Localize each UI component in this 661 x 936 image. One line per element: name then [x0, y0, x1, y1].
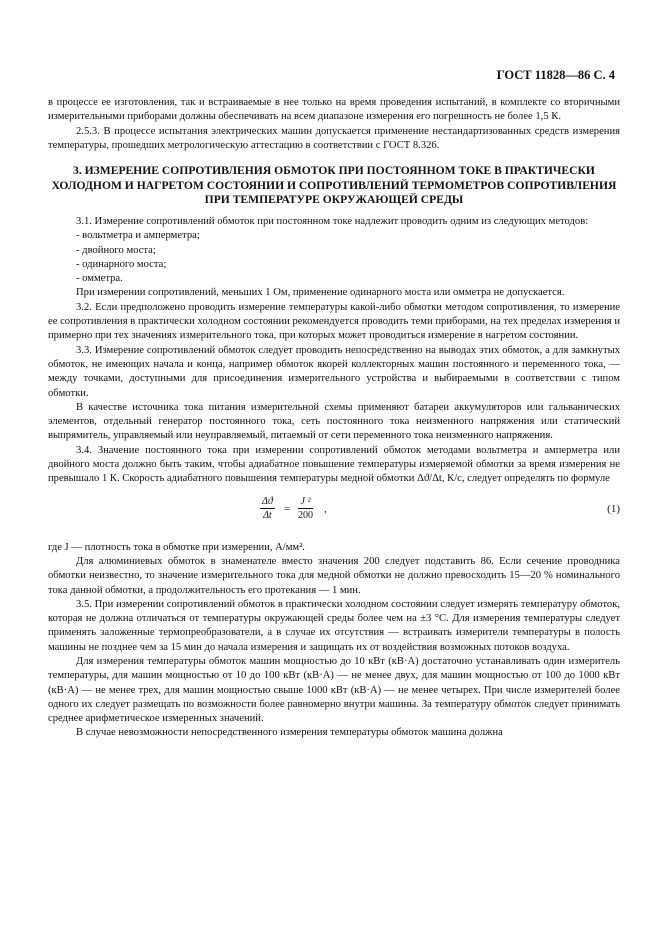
- formula-lhs-fraction: [260, 495, 275, 522]
- formula-lhs-numerator: Δϑ: [262, 495, 273, 507]
- paragraph-3-1: 3.1. Измерение сопротивлений обмоток при постоянном токе надлежит проводить одним из следующих методов:: [76, 215, 589, 227]
- paragraph-3-2: 3.2. Если предположено проводить измерение температуры какой-либо обмотки методом сопротивления, то измерение ее сопротивления в практически холодном состоянии рекомендуется проводить теми приборами, на тех пределах измерения и примерно при тех значениях измерительного тока, при которых может проводиться измерение в нагретом состоянии.: [48, 301, 620, 342]
- formula-rhs-fraction: [298, 495, 313, 522]
- paragraph-last: В случае невозможности непосредственного измерения температуры обмоток машина должна: [76, 727, 503, 739]
- paragraph-low-resistance: При измерении сопротивлений, меньших 1 Ом, применение одинарного моста или омметра не допускается.: [76, 287, 565, 299]
- paragraph-continuation: в процессе ее изготовления, так и встраиваемые в нее только на время проведения испытаний, в комплекте со вторичными измерительными приборами должны обеспечивать на всем диапазоне измерения его погрешность не более 1,5 К.: [48, 97, 620, 123]
- formula-comma: ,: [324, 502, 327, 515]
- paragraph-2-5-3: 2.5.3. В процессе испытания электрических машин допускается применение нестандартизованных средств измерения температуры, прошедших метрологическую аттестацию в соответствии с ГОСТ 8.326.: [48, 125, 620, 151]
- paragraph-where-j: где J — плотность тока в обмотке при измерении, А/мм².: [48, 541, 305, 553]
- method-item: - одинарного моста;: [76, 258, 167, 270]
- method-item: - омметра.: [76, 273, 123, 285]
- paragraph-power-source: В качестве источника тока питания измерительной схемы применяют батареи аккумуляторов или гальванических элементов, отдельный генератор постоянного тока, сеть постоянного тока неизменного напряжения или статический выпрямитель, управляемый или неуправляемый, питаемый от сети переменного тока неизменного напряжения.: [48, 401, 620, 442]
- formula-rhs-numerator: J ²: [298, 495, 313, 509]
- formula-equals: =: [284, 502, 291, 515]
- paragraph-3-3: 3.3. Измерение сопротивлений обмоток следует проводить непосредственно на выводах этих обмоток, а для замкнутых обмоток, не имеющих начала и конца, например обмоток якорей коллекторных машин постоянного и переменного тока, — между точками, доступными для присоединения измерительного устройства и выбираемыми в соответствии с типом обмотки.: [48, 344, 620, 399]
- method-item: - вольтметра и амперметра;: [76, 230, 200, 242]
- formula-rhs-denominator: 200: [298, 509, 313, 521]
- page-header: ГОСТ 11828—86 С. 4: [496, 68, 615, 82]
- paragraph-3-4: 3.4. Значение постоянного тока при измерении сопротивлений обмоток методами вольтметра и амперметра или двойного моста должно быть таким, чтобы адиабатное повышение температуры измеряемой обмотки за время измерения не превышало 1 К. Скорость адиабатного повышения температуры медной обмотки Δϑ/Δt, К/с, следует определять по формуле: [48, 444, 620, 485]
- formula-number: (1): [607, 502, 620, 515]
- document-body: [48, 96, 620, 741]
- formula-1: [48, 495, 620, 535]
- paragraph-sensor-count: Для измерения температуры обмоток машин мощностью до 10 кВт (кВ·А) достаточно устанавливать один измеритель температуры, для машин мощностью от 10 до 100 кВт (кВ·А) — не менее двух, для машин мощностью от 100 до 1000 кВт (кВ·А) — не менее трех, для машин мощностью свыше 1000 кВт (кВ·А) — не менее четырех. При числе измерителей более одного их следует размещать по возможности более равномерно внутри машины. За температуру обмоток следует принимать среднее арифметическое измеренных значений.: [48, 655, 620, 725]
- section-3-title: 3. ИЗМЕРЕНИЕ СОПРОТИВЛЕНИЯ ОБМОТОК ПРИ ПОСТОЯННОМ ТОКЕ В ПРАКТИЧЕСКИ ХОЛОДНОМ И НАГРЕТОМ СОСТОЯНИИ И СОПРОТИВЛЕНИЙ ТЕРМОМЕТРОВ СОПРОТИВЛЕНИЯ ПРИ ТЕМПЕРАТУРЕ ОКРУЖАЮЩЕЙ СРЕДЫ: [51, 164, 617, 207]
- paragraph-aluminum: Для алюминиевых обмоток в знаменателе вместо значения 200 следует подставить 86. Если сечение проводника обмотки неизвестно, то значение измерительного тока для медной обмотки не должно превосходить 15—20 % номинального тока данной обмотки, а продолжительность его протекания — 1 мин.: [48, 555, 620, 596]
- method-item: - двойного моста;: [76, 244, 156, 256]
- formula-lhs-denominator: Δt: [263, 509, 272, 521]
- paragraph-3-5: 3.5. При измерении сопротивлений обмоток в практически холодном состоянии следует измерять температуру обмоток, которая не должна отличаться от температуры окружающей среды более чем на ±3 °С. Для измерения температуры следует применять заложенные термопреобразователи, а в случае их отсутствия — встраивать измерители температуры в полость машины не позднее чем за 15 мин до начала измерения и защищать их от воздействия возможных потоков воздуха.: [48, 598, 620, 653]
